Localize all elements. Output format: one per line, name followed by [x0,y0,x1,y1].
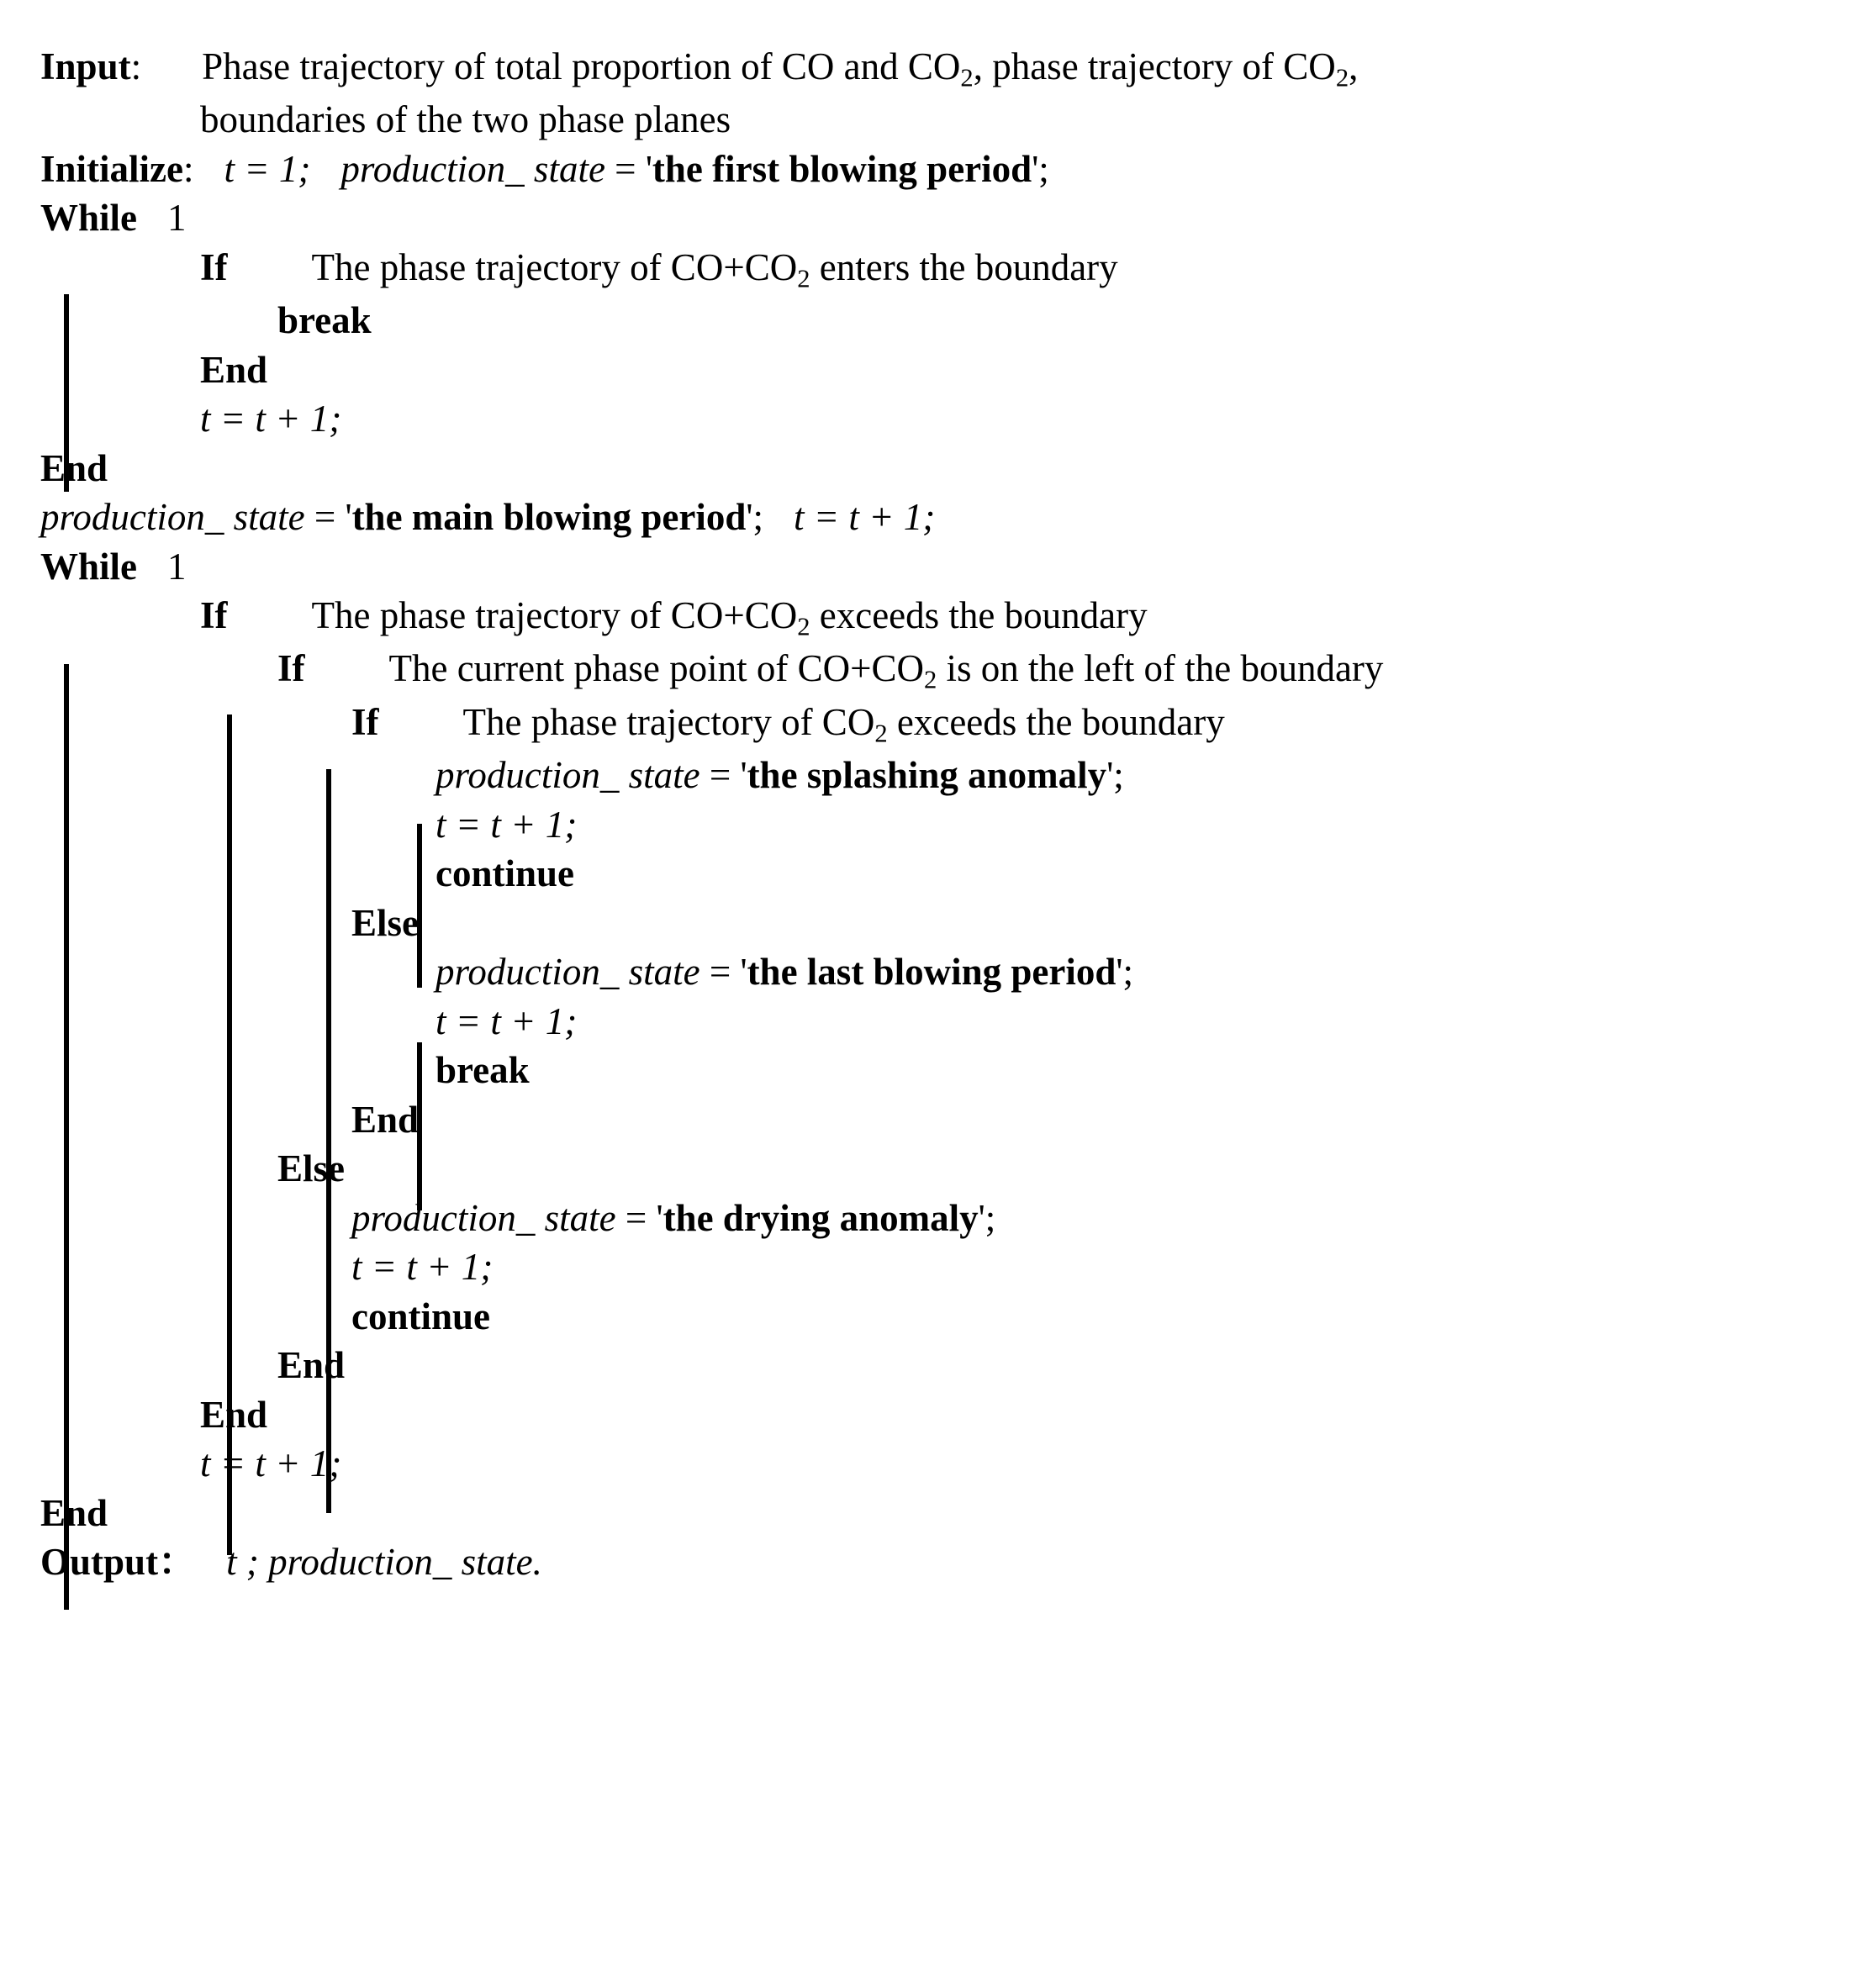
input-sub-2: 2 [1335,63,1349,92]
else2-flow: continue [351,1295,491,1337]
else2-equals: = [625,1196,657,1239]
else2-quote-close: '; [978,1196,996,1239]
mid-value: the main blowing period [351,496,747,539]
initialize-label: Initialize [40,147,183,190]
input-text-2: boundaries of the two phase planes [200,98,731,141]
line-output [40,1537,1814,1587]
line-else-2 [277,1144,1814,1194]
while2-keyword: While [40,545,138,588]
line-else-1 [351,899,1814,948]
line-incr-1 [200,394,1814,444]
if2-sub: 2 [797,612,810,641]
line-else1-assign [436,947,1814,997]
initialize-colon: : [182,147,194,190]
else1-quote-close: '; [1116,951,1133,994]
line-mid-assign [40,493,1814,542]
mid-quote-open: ' [345,496,352,539]
initialize-var: production_ state [341,147,605,190]
else2-value: the drying anomaly [663,1196,979,1239]
line-splash-assign [436,751,1814,800]
line-else1-break [436,1046,1814,1095]
if4-sub: 2 [874,719,888,748]
if2-text-a: The phase trajectory of CO+CO [311,594,798,637]
mid-incr: t = t + 1; [794,496,936,539]
splash-incr: t = t + 1; [436,803,578,846]
while1-end: End [40,446,108,489]
output-colon: ： [158,1541,197,1584]
else1-incr: t = t + 1; [436,999,578,1042]
line-incr-2 [200,1439,1814,1489]
line-input-cont [200,95,1814,145]
line-else2-end [277,1341,1814,1390]
else1-end: End [351,1098,420,1141]
if3-sub: 2 [923,666,937,695]
line-if-1 [200,243,1814,296]
mid-var: production_ state [40,496,305,539]
line-splash-incr [436,800,1814,850]
mid-quote-close: '; [746,496,763,539]
while1-keyword: While [40,197,138,240]
input-sub-1: 2 [960,63,974,92]
input-text-1a: Phase trajectory of total proportion of CO and CO [202,45,961,87]
while2-condition: 1 [167,545,187,588]
if1-keyword: If [200,245,228,288]
line-else2-continue [351,1292,1814,1342]
output-text: t ; production_ state. [226,1541,542,1584]
if3-text-b: is on the left of the boundary [937,647,1384,690]
line-if2-end [200,1390,1814,1440]
if3-text-a: The current phase point of CO+CO [388,647,924,690]
splash-quote-close: '; [1106,754,1124,797]
else1-equals: = [709,951,741,994]
line-input [40,42,1814,95]
line-else1-end [351,1095,1814,1145]
line-else2-assign [351,1194,1814,1243]
else2-incr: t = t + 1; [351,1246,494,1289]
if1-text-b: enters the boundary [810,245,1118,288]
splash-quote-open: ' [740,754,747,797]
if2-text-b: exceeds the boundary [810,594,1148,637]
initialize-assign-t: t = 1; [224,147,311,190]
if2-end: End [200,1393,268,1436]
splash-value: the splashing anomaly [747,754,1107,797]
while1-condition: 1 [167,197,187,240]
line-while-2 [40,542,1814,592]
if4-keyword: If [351,700,379,743]
incr2-text: t = t + 1; [200,1442,342,1485]
line-else2-incr [351,1242,1814,1292]
if1-body-break: break [277,299,372,342]
splash-equals: = [709,754,741,797]
input-label: Input [40,45,131,87]
if1-sub: 2 [797,264,810,293]
initialize-quote-open: ' [645,147,652,190]
algorithm-block [40,42,1814,1587]
while2-bracket [64,664,69,1610]
if4-text-b: exceeds the boundary [887,700,1225,743]
splash-flow: continue [436,852,575,895]
line-if-2 [200,591,1814,644]
line-if-1-body [277,296,1814,345]
line-if-4 [351,698,1814,751]
line-initialize [40,145,1814,194]
else2-quote-open: ' [656,1196,663,1239]
line-end-while-2 [40,1489,1814,1538]
else1-var: production_ state [436,951,700,994]
else1-keyword: Else [351,901,420,944]
if2-keyword: If [200,594,228,637]
if1-end: End [200,348,268,391]
input-text-1c: , [1349,45,1359,87]
if4-text-a: The phase trajectory of CO [462,700,875,743]
initialize-value: the first blowing period [652,147,1032,190]
else2-keyword: Else [277,1147,346,1190]
input-text-1b: , phase trajectory of CO [973,45,1336,87]
line-else1-incr [436,997,1814,1047]
line-end-while-1 [40,444,1814,493]
mid-equals: = [314,496,346,539]
else2-end: End [277,1344,346,1387]
else1-value: the last blowing period [747,951,1117,994]
line-splash-continue [436,849,1814,899]
else2-var: production_ state [351,1196,616,1239]
line-if-3 [277,644,1814,697]
input-colon: : [130,45,142,87]
while2-end: End [40,1491,108,1534]
initialize-quote-close: '; [1032,147,1049,190]
else1-quote-open: ' [740,951,747,994]
incr1-text: t = t + 1; [200,398,342,440]
initialize-equals: = [615,147,646,190]
output-label: Output [40,1541,159,1584]
line-if-1-end [200,345,1814,395]
else1-flow: break [436,1049,530,1092]
splash-var: production_ state [436,754,700,797]
if3-keyword: If [277,647,305,690]
line-while-1 [40,193,1814,243]
if1-text-a: The phase trajectory of CO+CO [311,245,798,288]
